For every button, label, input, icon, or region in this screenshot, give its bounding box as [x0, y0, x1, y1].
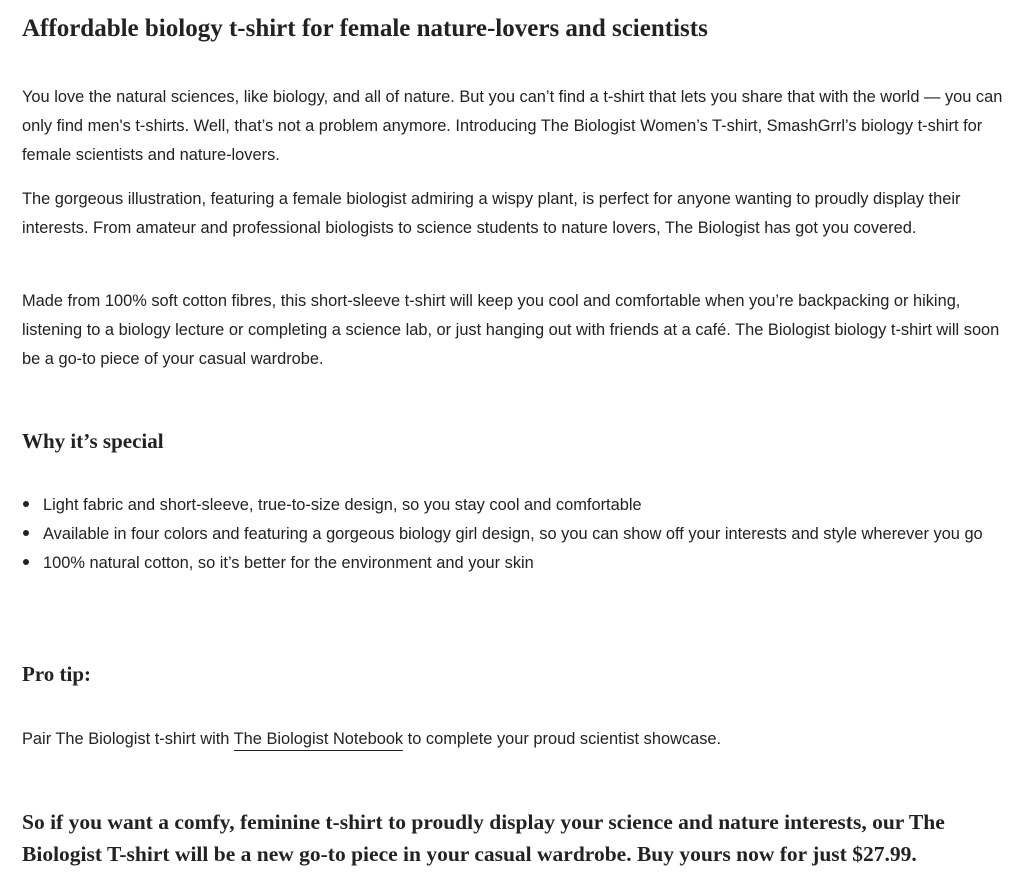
special-list	[22, 491, 1008, 578]
list-item-text: Available in four colors and featuring a gorgeous biology girl design, so you can show off your interests and style wherever you go	[43, 525, 983, 543]
pro-tip-before: Pair The Biologist t-shirt with	[22, 730, 234, 748]
intro-paragraph-2: The gorgeous illustration, featuring a female biologist admiring a wispy plant, is perfect for anyone wanting to proudly display their interests. From amateur and professional biologists to science students to nature lovers, The Biologist has got you covered.	[22, 190, 961, 237]
list-item	[22, 491, 1008, 520]
special-heading: Why it’s special	[22, 429, 164, 453]
biologist-notebook-link[interactable]: The Biologist Notebook	[234, 730, 403, 751]
intro-paragraph-3: Made from 100% soft cotton fibres, this short-sleeve t-shirt will keep you cool and comfortable when you’re backpacking or hiking, listening to a biology lecture or completing a science lab, or just hanging out with friends at a café. The Biologist biology t-shirt will soon be a go-to piece of your casual wardrobe.	[22, 292, 1000, 368]
list-item	[22, 549, 1008, 578]
list-item	[22, 520, 1008, 549]
pro-tip-heading: Pro tip:	[22, 662, 92, 686]
bullet-icon	[23, 501, 29, 507]
bullet-icon	[23, 559, 29, 565]
page-title: Affordable biology t-shirt for female nature-lovers and scientists	[22, 15, 708, 42]
list-item-text: 100% natural cotton, so it’s better for the environment and your skin	[43, 554, 534, 572]
list-item-text: Light fabric and short-sleeve, true-to-size design, so you stay cool and comfortable	[43, 496, 642, 514]
pro-tip-text	[22, 725, 1008, 754]
pro-tip-after: to complete your proud scientist showcase.	[403, 730, 722, 748]
bullet-icon	[23, 530, 29, 536]
closing-paragraph: So if you want a comfy, feminine t-shirt to proudly display your science and nature interests, our The Biologist T-shirt will be a new go-to piece in your casual wardrobe. Buy yours now for just $27.99.	[22, 810, 945, 866]
intro-paragraph-1: You love the natural sciences, like biology, and all of nature. But you can’t find a t-shirt that lets you share that with the world — you can only find men's t-shirts. Well, that’s not a problem anymore. Introducing The Biologist Women’s T-shirt, SmashGrrl’s biology t-shirt for female scientists and nature-lovers.	[22, 88, 1003, 164]
